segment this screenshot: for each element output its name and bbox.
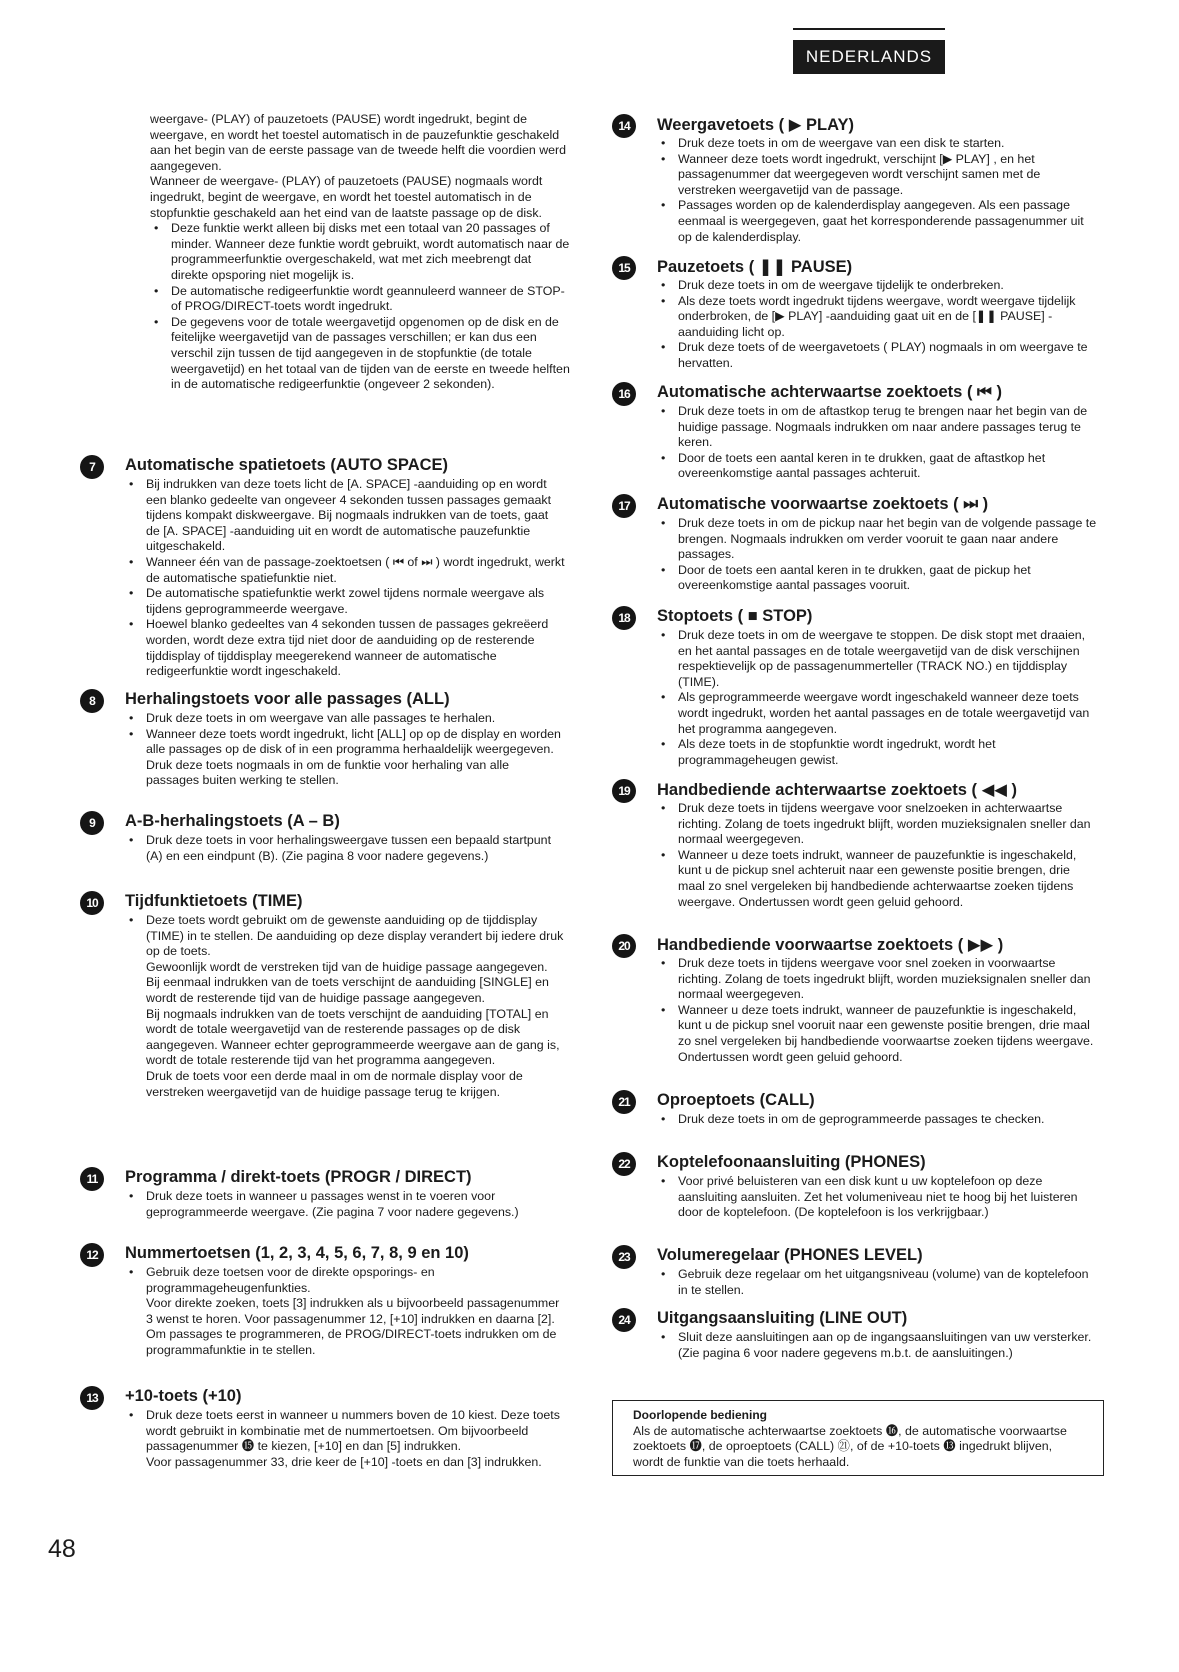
- section-title: +10-toets (+10): [125, 1387, 242, 1405]
- bullet-item: • Wanneer één van de passage-zoektoetsen ( ⏮ of ⏭ ) wordt ingedrukt, werkt de automatische spatiefunktie niet.: [125, 555, 565, 586]
- section-number-badge: 19: [612, 779, 636, 803]
- intro-line: weergave- (PLAY) of pauzetoets (PAUSE) wordt ingedrukt, begint de weergave, en wordt het toestel automatisch in de pauzefunktie geschakeld aan het begin van de eerste passage van de tweede helft die voordien werd aangegeven.: [150, 112, 567, 173]
- section-title: Tijdfunktietoets (TIME): [125, 892, 303, 910]
- section-title: Stoptoets ( ■ STOP): [657, 607, 813, 625]
- page-number: 48: [48, 1535, 76, 1563]
- bullet-item: • Deze toets wordt gebruikt om de gewenste aanduiding op de tijddisplay (TIME) in te stellen. De aanduiding op deze display verandert bij iedere druk op de toets.: [125, 913, 565, 960]
- bullet-item: • Wanneer u deze toets indrukt, wanneer de pauzefunktie is ingeschakeld, kunt u de pickup snel vooruit naar een gewenste positie brengen, drie maal zo snel vergeleken bij handbediende voorwaartse zoeken tijdens weergave. Ondertussen wordt geen geluid gehoord.: [657, 1003, 1097, 1065]
- section-number-badge: 20: [612, 934, 636, 958]
- section-number-badge: 24: [612, 1308, 636, 1332]
- bullet-item: Voor direkte zoeken, toets [3] indrukken als u bijvoorbeeld passagenummer 3 wenst te horen. Voor passagenummer 12, [+10] indrukken en daarna [2]. Om passages te programmeren, de PROG/DIRECT-toets indrukken om de programmafunktie in te stellen.: [146, 1296, 560, 1357]
- section-number-badge: 12: [80, 1243, 104, 1267]
- section-number-badge: 21: [612, 1090, 636, 1114]
- section-number-badge: 7: [80, 455, 104, 479]
- section-title: Automatische spatietoets (AUTO SPACE): [125, 456, 449, 474]
- bullet-item: • Als deze toets wordt ingedrukt tijdens weergave, wordt weergave tijdelijk onderbroken, de [▶ PLAY] -aanduiding gaat uit en de [❚❚ PAUSE] -aanduiding licht op.: [657, 294, 1097, 341]
- section-title: Handbediende voorwaartse zoektoets ( ▶▶ ): [657, 936, 1004, 954]
- bullet-item: Bij eenmaal indrukken van de toets verschijnt de aanduiding [SINGLE] en wordt de resterende tijd van de huidige passage aangegeven.: [146, 975, 549, 1005]
- section-title: Nummertoetsen (1, 2, 3, 4, 5, 6, 7, 8, 9 en 10): [125, 1244, 469, 1262]
- bullet-item: • Druk deze toets in tijdens weergave voor snelzoeken in achterwaartse richting. Zolang de toets ingedrukt blijft, worden muzieksignalen sneller dan normaal weergegeven.: [657, 801, 1097, 848]
- section-title: Herhalingstoets voor alle passages (ALL): [125, 690, 450, 708]
- section-number-badge: 8: [80, 689, 104, 713]
- section-title: Programma / direkt-toets (PROGR / DIRECT): [125, 1168, 472, 1186]
- section-title: Automatische voorwaartse zoektoets ( ⏭ ): [657, 495, 989, 513]
- bullet-item: • Passages worden op de kalenderdisplay aangegeven. Als een passage eenmaal is weergegeven, gaat het korresponderende passagenummer uit op de kalenderdisplay.: [657, 198, 1097, 245]
- section-title: Automatische achterwaartse zoektoets ( ⏮ ): [657, 383, 1002, 401]
- section-title: Handbediende achterwaartse zoektoets ( ◀◀ ): [657, 781, 1018, 799]
- bullet-item: Druk de toets voor een derde maal in om de normale display voor de verstreken weergavetijd van de huidige passage terug te krijgen.: [146, 1068, 523, 1099]
- section-title: Koptelefoonaansluiting (PHONES): [657, 1153, 926, 1171]
- language-tab: NEDERLANDS: [793, 40, 945, 74]
- section-title: Volumeregelaar (PHONES LEVEL): [657, 1246, 923, 1264]
- bullet-item: • Wanneer deze toets wordt ingedrukt, licht [ALL] op op de display en worden alle passages op de disk of in een programma herhaaldelijk weergegeven. Druk deze toets nogmaals in om de funktie voor herhaling van alle passages buiten werking te stellen.: [125, 727, 565, 789]
- intro-line: Wanneer de weergave- (PLAY) of pauzetoets (PAUSE) nogmaals wordt ingedrukt, begint de weergave, en wordt het toestel automatisch in de stopfunktie geschakeld aan het eind van de laatste passage op de disk.: [150, 174, 543, 220]
- bullet-item: • Door de toets een aantal keren in te drukken, gaat de aftastkop het overeenkomstige aantal passages achteruit.: [657, 451, 1097, 482]
- bullet-item: • Voor privé beluisteren van een disk kunt u uw koptelefoon op deze aansluiting aansluiten. Zet het volumeniveau niet te hoog bij het luisteren door de koptelefoon. (De koptelefoon is los verkrijgbaar.): [657, 1174, 1097, 1221]
- section-number-badge: 14: [612, 114, 636, 138]
- bullet-item: • Druk deze toets eerst in wanneer u nummers boven de 10 kiest. Deze toets wordt gebruikt in kombinatie met de nummertoetsen. Om bijvoorbeeld passagenummer ⓯ te kiezen, [+10] en dan [5] indrukken.: [125, 1408, 565, 1455]
- bullet-item: • Wanneer u deze toets indrukt, wanneer de pauzefunktie is ingeschakeld, kunt u de pickup snel achteruit naar een gewenste positie brengen, drie maal zo snel vergeleken bij handbediende achterwaartse zoeken tijdens weergave. Ondertussen wordt geen geluid gehoord.: [657, 848, 1097, 910]
- section-number-badge: 13: [80, 1386, 104, 1410]
- bullet-item: • Druk deze toets in om de weergave van een disk te starten.: [657, 136, 1097, 152]
- bullet-item: • Druk deze toets in om de weergave te stoppen. De disk stopt met draaien, en het aantal passages en de totale weergavetijd van de disk verschijnen respektievelijk op de passagenummerteller (TRACK NO.) en tijddisplay (TIME).: [657, 628, 1097, 690]
- section-number-badge: 16: [612, 382, 636, 406]
- note-title: Doorlopende bediening: [633, 1408, 767, 1422]
- bullet-item: • Als geprogrammeerde weergave wordt ingeschakeld wanneer deze toets wordt ingedrukt, worden het aantal passages en de totale weergavetijd van het programma aangegeven.: [657, 690, 1097, 737]
- intro-bullet: • De gegevens voor de totale weergavetijd opgenomen op de disk en de feitelijke weergavetijd van de passages verschillen; er kan dus een verschil zijn tussen de tijd aangegeven in de stopfunktie (de totale weergavetijd) en het totaal van de tijden van de eerste en tweede helften in de automatische redigeerfunktie (ongeveer 2 sekonden).: [150, 315, 570, 393]
- bullet-item: • Gebruik deze regelaar om het uitgangsniveau (volume) van de koptelefoon in te stellen.: [657, 1267, 1097, 1298]
- bullet-item: • Druk deze toets of de weergavetoets ( PLAY) nogmaals in om weergave te hervatten.: [657, 340, 1097, 371]
- bullet-item: • Gebruik deze toetsen voor de direkte opsporings- en programmageheugenfunkties.: [125, 1265, 565, 1296]
- section-title: Oproeptoets (CALL): [657, 1091, 815, 1109]
- section-number-badge: 22: [612, 1152, 636, 1176]
- bullet-item: • Sluit deze aansluitingen aan op de ingangsaansluitingen van uw versterker. (Zie pagina 6 voor nadere gegevens m.b.t. de aansluitingen.): [657, 1330, 1097, 1361]
- bullet-item: • Druk deze toets in om de weergave tijdelijk te onderbreken.: [657, 278, 1097, 294]
- note-text: Als de automatische achterwaartse zoektoets ⓰, de automatische voorwaartse zoektoets ⓱, de oproeptoets (CALL) ㉑, of de +10-toets ⓭ ingedrukt blijven, wordt de funktie van die toets herhaald.: [633, 1423, 1067, 1469]
- section-number-badge: 18: [612, 606, 636, 630]
- section-number-badge: 11: [80, 1167, 104, 1191]
- intro-bullet: • Deze funktie werkt alleen bij disks met een totaal van 20 passages of minder. Wanneer deze funktie wordt gebruikt, wordt automatisch naar de programmeerfunktie overgeschakeld, wat met zich meebrengt dat direkte opsporing niet mogelijk is.: [150, 221, 570, 283]
- bullet-item: • Bij indrukken van deze toets licht de [A. SPACE] -aanduiding op en wordt een blanko gedeelte van ongeveer 4 sekonden tussen passages gemaakt tijdens kompakt diskweergave. Bij nogmaals indrukken van de toets, gaat de [A. SPACE] -aanduiding uit en wordt de automatische pauzefunktie uitgeschakeld.: [125, 477, 565, 555]
- bullet-item: • Druk deze toets in om de aftastkop terug te brengen naar het begin van de huidige passage. Nogmaals indrukken om naar andere passages terug te keren.: [657, 404, 1097, 451]
- intro-bullet: • De automatische redigeerfunktie wordt geannuleerd wanneer de STOP- of PROG/DIRECT-toets wordt ingedrukt.: [150, 284, 570, 315]
- intro-text: [150, 112, 570, 393]
- section-title: Weergavetoets ( ▶ PLAY): [657, 116, 855, 134]
- bullet-item: • Druk deze toets in om weergave van alle passages te herhalen.: [125, 711, 565, 727]
- section-number-badge: 17: [612, 494, 636, 518]
- bullet-item: • Door de toets een aantal keren in te drukken, gaat de pickup het overeenkomstige aantal passages vooruit.: [657, 563, 1097, 594]
- bullet-item: Voor passagenummer 33, drie keer de [+10] -toets en dan [3] indrukken.: [146, 1454, 542, 1469]
- bullet-item: Bij nogmaals indrukken van de toets verschijnt de aanduiding [TOTAL] en wordt de totale weergavetijd van de resterende passages op de disk aangegeven. Wanneer echter geprogrammeerde weergave aan de gang is, wordt de totale resterende tijd van het programma aangegeven.: [146, 1006, 560, 1068]
- bullet-item: • Hoewel blanko gedeeltes van 4 sekonden tussen de passages gekreëerd worden, wordt deze extra tijd niet door de aanduiding op de resterende tijddisplay of tijddisplay meegerekend wanneer de automatische redigeerfunktie wordt ingeschakeld.: [125, 617, 565, 679]
- section-number-badge: 10: [80, 891, 104, 915]
- bullet-item: • Druk deze toets in wanneer u passages wenst in te voeren voor geprogrammeerde weergave. (Zie pagina 7 voor nadere gegevens.): [125, 1189, 565, 1220]
- section-number-badge: 9: [80, 811, 104, 835]
- bullet-item: • Wanneer deze toets wordt ingedrukt, verschijnt [▶ PLAY] , en het passagenummer dat weergegeven wordt verschijnt samen met de verstreken weergavetijd van de passage.: [657, 152, 1097, 199]
- section-number-badge: 15: [612, 256, 636, 280]
- bullet-item: • De automatische spatiefunktie werkt zowel tijdens normale weergave als tijdens geprogrammeerde weergave.: [125, 586, 565, 617]
- bullet-item: • Druk deze toets in om de pickup naar het begin van de volgende passage te brengen. Nogmaals indrukken om verder vooruit te gaan naar andere passages.: [657, 516, 1097, 563]
- bullet-item: • Druk deze toets in voor herhalingsweergave tussen een bepaald startpunt (A) en een eindpunt (B). (Zie pagina 8 voor nadere gegevens.): [125, 833, 565, 864]
- section-title: Uitgangsaansluiting (LINE OUT): [657, 1309, 908, 1327]
- section-title: A-B-herhalingstoets (A – B): [125, 812, 340, 830]
- bullet-item: • Als deze toets in de stopfunktie wordt ingedrukt, wordt het programmageheugen gewist.: [657, 737, 1097, 768]
- bullet-item: • Druk deze toets in tijdens weergave voor snel zoeken in voorwaartse richting. Zolang de toets ingedrukt blijft, worden muzieksignalen sneller dan normaal weergegeven.: [657, 956, 1097, 1003]
- bullet-item: • Druk deze toets in om de geprogrammeerde passages te checken.: [657, 1112, 1097, 1128]
- section-title: Pauzetoets ( ❚❚ PAUSE): [657, 258, 853, 276]
- section-number-badge: 23: [612, 1245, 636, 1269]
- note-box: [612, 1400, 1104, 1476]
- bullet-item: Gewoonlijk wordt de verstreken tijd van de huidige passage aangegeven.: [146, 959, 548, 974]
